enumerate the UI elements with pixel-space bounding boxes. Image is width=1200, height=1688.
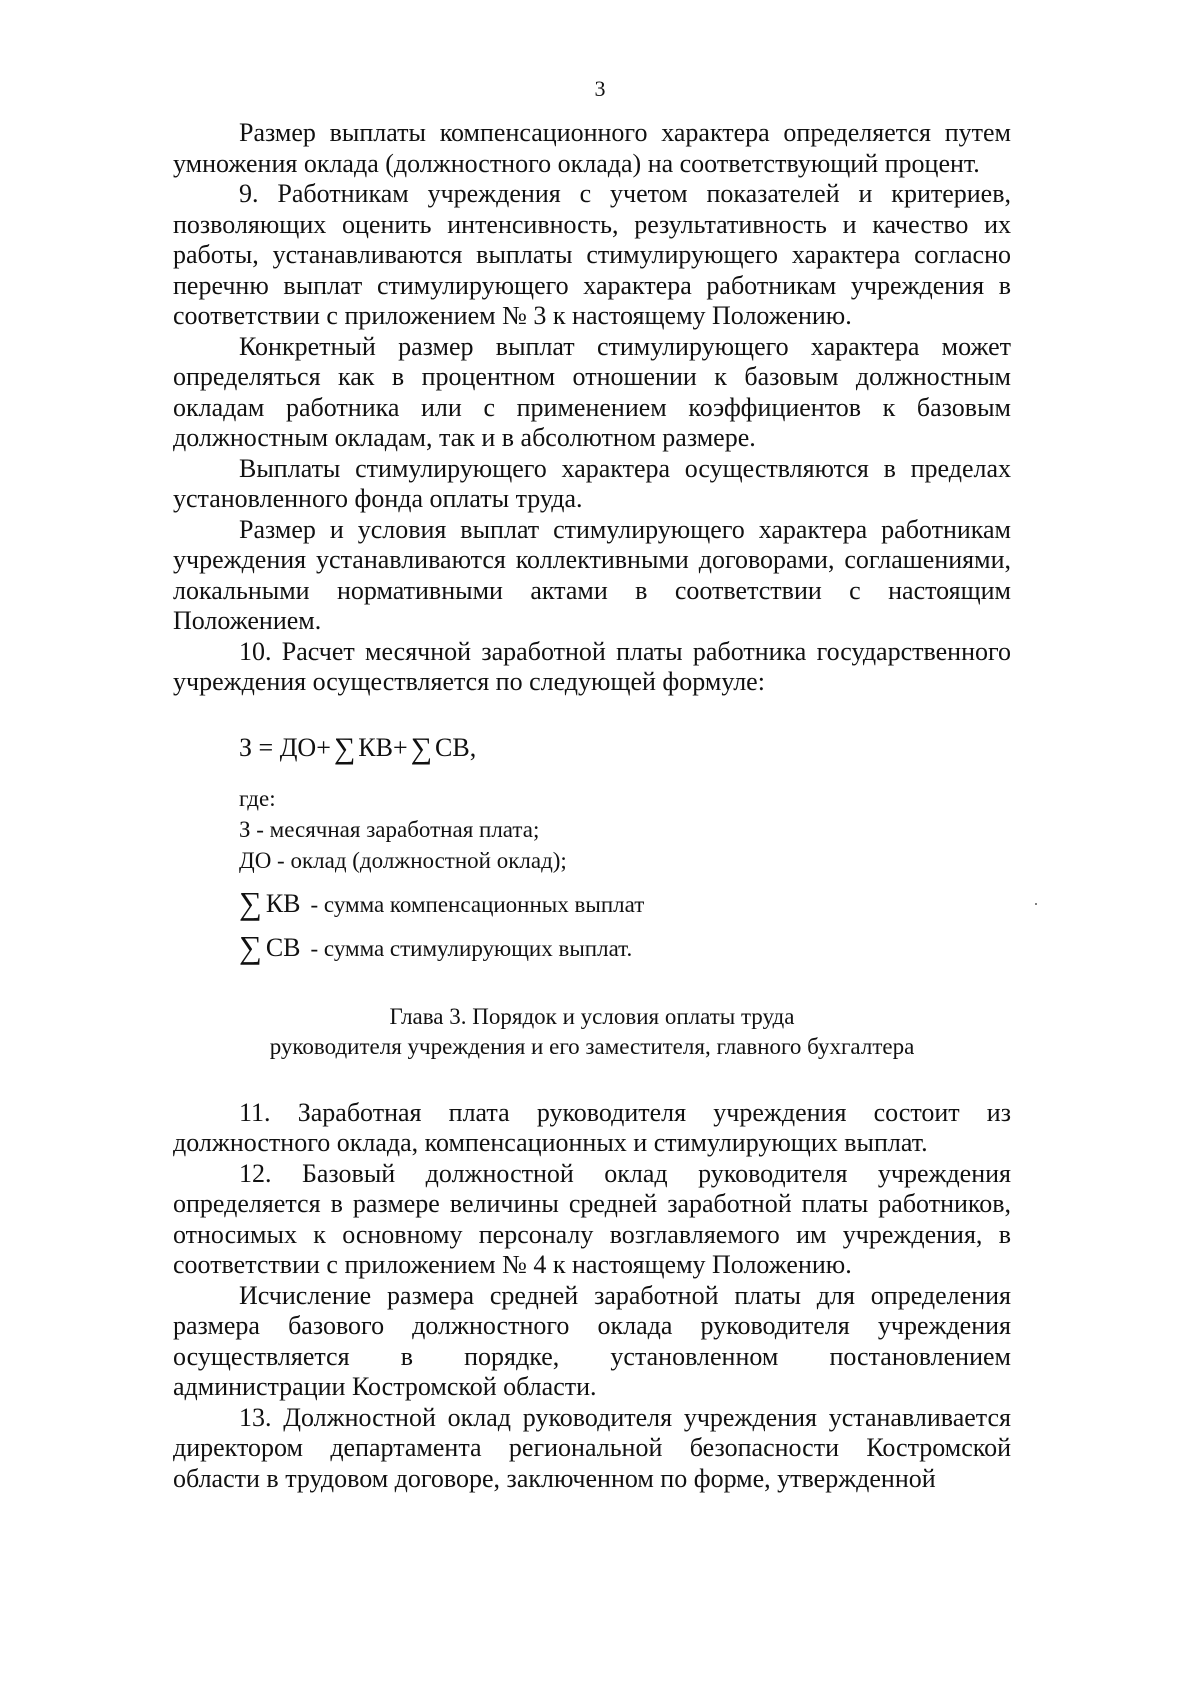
- paragraph-item-10: 10. Расчет месячной заработной платы работника государственного учреждения осуществляется по следующей формуле:: [173, 636, 1011, 696]
- formula-lhs: З = ДО: [239, 732, 317, 762]
- formula-plus: +: [316, 732, 331, 762]
- chapter-title-line-2: руководителя учреждения и его заместителя, главного бухгалтера: [269, 1033, 915, 1059]
- definition-sv: [239, 930, 1011, 964]
- paragraph: Размер выплаты компенсационного характера определяется путем умножения оклада (должностного оклада) на соответствующий процент.: [173, 118, 1011, 178]
- sum-symbol: ∑: [410, 731, 433, 765]
- definitions-intro: где:: [239, 785, 276, 811]
- formula-term-sv: СВ,: [435, 732, 477, 762]
- sum-symbol: ∑: [239, 884, 262, 921]
- paragraph-item-12: 12. Базовый должностной оклад руководителя учреждения определяется в размере величины средней заработной платы работников, относимых к основному персоналу возглавляемого им учреждения, в соответствии с приложением № 4 к настоящему Положению.: [173, 1158, 1011, 1279]
- chapter-title-line-1: Глава 3. Порядок и условия оплаты труда: [389, 1003, 795, 1029]
- paragraph: Конкретный размер выплат стимулирующего характера может определяться как в процентном отношении к базовым должностным окладам работника или с применением коэффициентов к базовым должностным окладам, так и в абсолютном размере.: [173, 331, 1011, 452]
- scan-speck: [1035, 903, 1037, 905]
- salary-formula: [239, 732, 1011, 763]
- formula-definitions: [239, 783, 1011, 964]
- page-number: 3: [594, 76, 606, 101]
- paragraph: Выплаты стимулирующего характера осуществляются в пределах установленного фонда оплаты труда.: [173, 453, 1011, 513]
- definition-kv-symbol: [239, 886, 301, 919]
- definition-kv: [239, 886, 1011, 920]
- sum-symbol: ∑: [239, 928, 262, 965]
- definition-kv-text: - сумма компенсационных выплат: [310, 891, 645, 917]
- paragraph-item-11: 11. Заработная плата руководителя учреждения состоит из должностного оклада, компенсационных и стимулирующих выплат.: [173, 1097, 1011, 1157]
- document-body: [173, 118, 1011, 1494]
- chapter-heading: [173, 1002, 1011, 1062]
- definition-z: З - месячная заработная плата;: [239, 816, 540, 842]
- paragraph: Размер и условия выплат стимулирующего характера работникам учреждения устанавливаются коллективными договорами, соглашениями, локальными нормативными актами в соответствии с настоящим Положением.: [173, 514, 1011, 635]
- formula-term-kv: КВ: [358, 732, 393, 762]
- chapter-body: [173, 1098, 1011, 1495]
- formula-plus: +: [392, 732, 408, 762]
- symbol-sv: СВ: [265, 932, 301, 962]
- sum-symbol: ∑: [333, 731, 356, 765]
- definition-sv-text: - сумма стимулирующих выплат.: [310, 935, 633, 961]
- definition-sv-symbol: [239, 930, 301, 963]
- definition-do: ДО - оклад (должностной оклад);: [239, 847, 567, 873]
- symbol-kv: КВ: [265, 888, 301, 918]
- paragraph-item-13: 13. Должностной оклад руководителя учреждения устанавливается директором департамента региональной безопасности Костромской области в трудовом договоре, заключенном по форме, утвержденной: [173, 1402, 1011, 1493]
- paragraph-item-9: 9. Работникам учреждения с учетом показателей и критериев, позволяющих оценить интенсивность, результативность и качество их работы, устанавливаются выплаты стимулирующего характера согласно перечню выплат стимулирующего характера работникам учреждения в соответствии с приложением № 3 к настоящему Положению.: [173, 179, 1011, 330]
- paragraph: Исчисление размера средней заработной платы для определения размера базового должностного оклада руководителя учреждения осуществляется в порядке, установленном постановлением администрации Костромской области.: [173, 1280, 1011, 1401]
